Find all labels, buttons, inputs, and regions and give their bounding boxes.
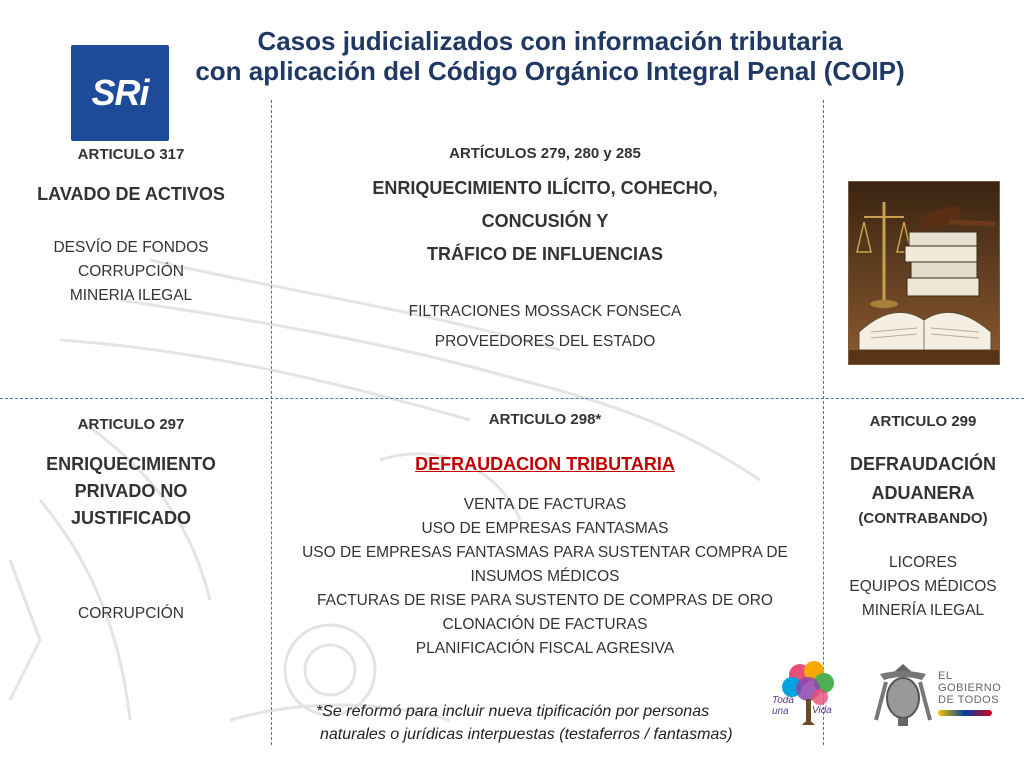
- footnote-line-1: *Se reformó para incluir nueva tipificación por personas: [316, 703, 710, 720]
- list-item: FILTRACIONES MOSSACK FONSECA: [408, 303, 682, 320]
- gobierno-text: GOBIERNO: [938, 682, 1002, 694]
- heading-line: PRIVADO NO: [74, 481, 188, 501]
- case-list: [828, 551, 1018, 623]
- gobierno-text: EL: [938, 670, 953, 682]
- cell-articles-279-280-285: [276, 145, 814, 357]
- list-item: LICORES: [888, 554, 958, 571]
- article-label: ARTICULO 299: [869, 413, 977, 430]
- crime-heading: LAVADO DE ACTIVOS: [37, 184, 225, 204]
- list-item: CORRUPCIÓN: [78, 263, 184, 280]
- toda-una-vida-text: Toda una: [772, 695, 794, 717]
- list-item: CORRUPCIÓN: [78, 605, 184, 622]
- list-item: USO DE EMPRESAS FANTASMAS PARA SUSTENTAR COMPRA DE: [302, 544, 788, 561]
- list-item: FACTURAS DE RISE PARA SUSTENTO DE COMPRAS DE ORO: [317, 592, 773, 609]
- heading-line: JUSTIFICADO: [70, 508, 191, 528]
- cell-article-317: [0, 146, 262, 308]
- title-line-2: con aplicación del Código Orgánico Integral Penal (COIP): [195, 56, 905, 86]
- case-list: [0, 602, 262, 626]
- list-item: MINERIA ILEGAL: [69, 287, 193, 304]
- list-item: VENTA DE FACTURAS: [463, 496, 627, 513]
- heading-line: ADUANERA: [871, 483, 975, 503]
- crime-heading: [276, 172, 814, 271]
- case-list: [276, 493, 814, 661]
- article-label: ARTICULO 317: [77, 146, 185, 163]
- gobierno-de-todos-logo: [938, 670, 1018, 716]
- footnote-line-2: naturales o jurídicas interpuestas (testaferros / fantasmas): [320, 726, 733, 743]
- vertical-divider-left: [271, 100, 272, 745]
- article-label: ARTICULO 298*: [488, 411, 602, 428]
- cell-article-298: [276, 411, 814, 661]
- list-item: PROVEEDORES DEL ESTADO: [434, 333, 656, 350]
- list-item: CLONACIÓN DE FACTURAS: [442, 616, 648, 633]
- heading-line: DEFRAUDACIÓN: [850, 454, 996, 474]
- horizontal-divider: [0, 398, 1024, 399]
- law-books-image: [848, 181, 1000, 365]
- article-label: ARTICULO 297: [77, 416, 185, 433]
- page-title: [150, 26, 950, 86]
- gobierno-text: DE TODOS: [938, 694, 1000, 706]
- list-item: PLANIFICACIÓN FISCAL AGRESIVA: [415, 640, 675, 657]
- heading-line: ENRIQUECIMIENTO ILÍCITO, COHECHO,: [372, 178, 718, 198]
- title-line-1: Casos judicializados con información tributaria: [257, 26, 843, 56]
- sri-logo-text: SRi: [91, 72, 149, 113]
- crime-heading: [0, 451, 262, 532]
- footnote: [316, 700, 816, 746]
- crime-heading: DEFRAUDACION TRIBUTARIA: [415, 454, 675, 474]
- list-item: DESVÍO DE FONDOS: [53, 239, 209, 256]
- ecuador-coat-of-arms: [872, 660, 934, 728]
- toda-una-vida-logo: [772, 655, 844, 733]
- list-item: MINERÍA ILEGAL: [861, 602, 985, 619]
- list-item: EQUIPOS MÉDICOS: [849, 578, 997, 595]
- cell-article-297: [0, 416, 262, 626]
- heading-line: ENRIQUECIMIENTO: [46, 454, 216, 474]
- toda-una-vida-text: Vida: [812, 705, 832, 716]
- vertical-divider-right: [823, 100, 824, 745]
- heading-line: TRÁFICO DE INFLUENCIAS: [427, 244, 663, 264]
- crime-heading: [828, 450, 1018, 508]
- heading-line: CONCUSIÓN Y: [481, 211, 609, 231]
- crime-subheading: (CONTRABANDO): [858, 510, 988, 527]
- article-label: ARTÍCULOS 279, 280 y 285: [449, 145, 641, 162]
- tricolor-swoosh: [938, 710, 992, 716]
- list-item: USO DE EMPRESAS FANTASMAS: [421, 520, 669, 537]
- case-list: [0, 236, 262, 308]
- cell-article-299: [828, 413, 1018, 623]
- case-list: [276, 297, 814, 357]
- list-item: INSUMOS MÉDICOS: [470, 568, 620, 585]
